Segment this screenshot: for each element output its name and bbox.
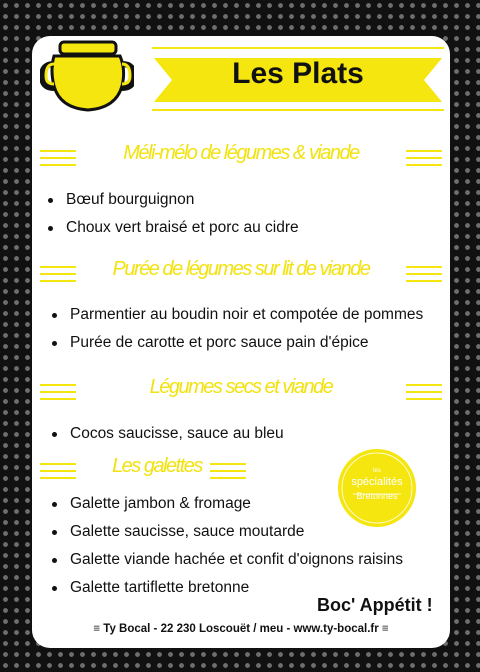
list-item: Choux vert braisé et porc au cidre: [46, 214, 299, 242]
page-title: Les Plats: [232, 57, 364, 90]
section-header: [32, 453, 252, 487]
list-item: Cocos saucisse, sauce au bleu: [50, 420, 284, 448]
closing-text: Boc' Appétit !: [317, 595, 433, 615]
list-item: Parmentier au boudin noir et compotée de pommes: [50, 301, 423, 329]
list-item: Galette viande hachée et confit d'oignons raisins: [50, 546, 403, 574]
section-title: Purée de légumes sur lit de viande: [112, 258, 370, 280]
decor-lines-right: [406, 384, 442, 400]
decor-lines-right: [210, 463, 246, 479]
list-item: Purée de carotte et porc sauce pain d'épice: [50, 329, 423, 357]
list-item: Galette jambon & fromage: [50, 490, 403, 518]
stamp-bottom-text: Bretonnes: [356, 491, 398, 501]
pot-icon: [40, 40, 134, 116]
decor-lines-left: [40, 150, 76, 166]
footer: [32, 623, 450, 635]
stamp-top-text: les: [373, 468, 381, 474]
dish-list: [50, 301, 423, 357]
section-title: Légumes secs et viande: [149, 376, 333, 398]
decor-lines-right: [406, 150, 442, 166]
decor-lines-left: [40, 384, 76, 400]
menu-card: [32, 36, 450, 648]
list-item: Bœuf bourguignon: [46, 186, 299, 214]
dish-list: [50, 420, 284, 448]
specialites-stamp: [337, 448, 417, 528]
decor-lines-left: [40, 266, 76, 282]
footer-text: Ty Bocal - 22 230 Loscouët / meu - www.ty-bocal.fr: [103, 623, 379, 635]
list-item: Galette tartiflette bretonne: [50, 574, 403, 602]
decor-lines-left: [40, 463, 76, 479]
section-header: [32, 256, 450, 290]
section-title: Les galettes: [112, 455, 202, 477]
section-title: Méli-mélo de légumes & viande: [123, 142, 359, 164]
stamp-main-text: spécialités: [351, 476, 403, 488]
dish-list: [46, 186, 299, 242]
section-header: [32, 140, 450, 174]
section-header: [32, 374, 450, 408]
list-item: Galette saucisse, sauce moutarde: [50, 518, 403, 546]
footer-left-mark: ≡: [93, 623, 101, 635]
decor-lines-right: [406, 266, 442, 282]
footer-right-mark: ≡: [381, 623, 389, 635]
